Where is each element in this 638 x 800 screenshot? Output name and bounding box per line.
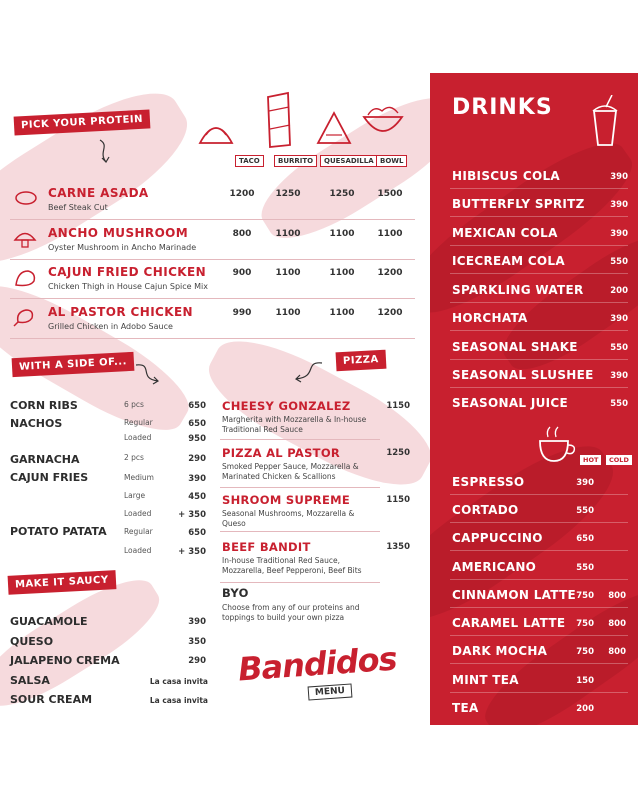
pizza-price: 1150 [386,401,410,411]
meat-icon [14,189,38,207]
drink-name: HIBISCUS COLA [452,169,560,183]
protein-price: 1500 [377,189,403,199]
coffee-name: ESPRESSO [452,475,525,489]
divider [450,359,628,360]
side-price: 390 [188,474,206,484]
arrow-icon [290,359,324,385]
protein-price: 1100 [275,229,301,239]
divider [220,582,380,583]
sauce-name: SALSA [10,674,50,687]
drink-price: 550 [610,399,628,409]
divider [450,550,628,551]
drink-price: 390 [610,229,628,239]
pizza-price: 1250 [386,448,410,458]
pizza-price: 1150 [386,495,410,505]
coffee-name: MINT TEA [452,673,519,687]
cup-icon [588,95,622,149]
divider [450,607,628,608]
coffee-name: CINNAMON LATTE [452,588,577,602]
side-price: 450 [188,492,206,502]
side-option: Medium [124,473,154,482]
pizza-desc: Choose from any of our proteins and toppings to build your own pizza [222,603,360,622]
divider [450,494,628,495]
divider [450,273,628,274]
drink-price: 390 [610,200,628,210]
logo [236,639,408,705]
menu-page [0,73,638,725]
protein-price: 1100 [377,229,403,239]
pizza-desc: Smoked Pepper Sauce, Mozzarella & Marinated Chicken & Scallions [222,462,359,481]
drink-name: SEASONAL JUICE [452,396,569,410]
coffee-icon [534,425,580,465]
pizza-desc: Margherita with Mozzarella & In-house Traditional Red Sauce [222,415,367,434]
side-option: Regular [124,418,153,427]
drink-name: SEASONAL SLUSHEE [452,368,594,382]
saucy-tag: MAKE IT SAUCY [8,570,116,595]
column-header-bowl: BOWL [376,155,407,167]
drink-name: SPARKLING WATER [452,283,584,297]
coffee-cold-price: 800 [608,619,626,629]
coffee-hot-price: 750 [576,647,594,657]
protein-price: 1100 [329,229,355,239]
divider [220,439,380,440]
drink-price: 390 [610,371,628,381]
column-header-quesadilla: QUESADILLA [320,155,378,167]
protein-desc: Grilled Chicken in Adobo Sauce [48,322,173,331]
sauce-name: QUESO [10,635,54,648]
side-price: 650 [188,401,206,411]
protein-name: ANCHO MUSHROOM [48,226,189,240]
coffee-hot-price: 550 [576,506,594,516]
cold-label: COLD [606,455,632,465]
side-price: 650 [188,528,206,538]
side-option: Large [124,491,146,500]
divider [450,387,628,388]
drink-name: ICECREAM COLA [452,254,565,268]
pizza-tag: PIZZA [336,350,387,372]
column-header-taco: TACO [235,155,264,167]
drink-price: 200 [610,286,628,296]
coffee-hot-price: 750 [576,591,594,601]
protein-price: 1100 [329,268,355,278]
side-price: 650 [188,419,206,429]
side-price: 290 [188,454,206,464]
side-price: + 350 [178,547,206,557]
protein-price: 1100 [275,268,301,278]
sauce-price: La casa invita [149,696,208,705]
coffee-hot-price: 750 [576,619,594,629]
divider [450,692,628,693]
protein-price: 1250 [275,189,301,199]
protein-price: 1250 [329,189,355,199]
chicken-icon [12,267,38,289]
pizza-name: BEEF BANDIT [222,540,311,554]
coffee-cold-price: 800 [608,647,626,657]
protein-name: CAJUN FRIED CHICKEN [48,265,207,279]
sauce-price: La casa invita [149,677,208,686]
side-option: Loaded [124,546,152,555]
mushroom-icon [12,229,38,249]
protein-price: 1100 [329,308,355,318]
side-name: POTATO PATATA [10,525,107,538]
protein-tag: PICK YOUR PROTEIN [14,109,151,135]
side-option: 2 pcs [124,453,144,462]
pizza-desc: Seasonal Mushrooms, Mozzarella & Queso [222,509,355,528]
burrito-icon [258,89,298,151]
drinks-title: DRINKS [452,95,553,120]
coffee-hot-price: 390 [576,478,594,488]
pizza-price: 1350 [386,542,410,552]
pizza-desc: In-house Traditional Red Sauce, Mozzarella, Beef Pepperoni, Beef Bits [222,556,362,575]
sauce-name: SOUR CREAM [10,693,93,706]
food-panel [0,73,430,725]
side-option: Loaded [124,509,152,518]
hot-label: HOT [580,455,601,465]
coffee-name: CORTADO [452,503,519,517]
side-name: CAJUN FRIES [10,471,89,484]
divider [450,245,628,246]
coffee-name: TEA [452,701,479,715]
drink-price: 390 [610,314,628,324]
protein-price: 1200 [377,268,403,278]
taco-icon [196,113,236,149]
arrow-icon [134,361,164,387]
drink-name: HORCHATA [452,311,528,325]
protein-desc: Beef Steak Cut [48,203,108,212]
drink-price: 390 [610,172,628,182]
divider [10,259,415,260]
coffee-name: CARAMEL LATTE [452,616,566,630]
protein-price: 1100 [275,308,301,318]
side-tag: WITH A SIDE OF... [12,352,135,377]
divider [450,579,628,580]
side-price: 950 [188,434,206,444]
divider [10,298,415,299]
arrow-icon [96,138,116,166]
side-option: Regular [124,527,153,536]
drink-name: BUTTERFLY SPRITZ [452,197,585,211]
quesadilla-icon [314,109,354,149]
divider [450,302,628,303]
sauce-price: 390 [188,617,206,627]
side-price: + 350 [178,510,206,520]
side-name: GARNACHA [10,453,80,466]
divider [10,219,415,220]
drink-price: 550 [610,257,628,267]
pizza-name: SHROOM SUPREME [222,493,351,507]
pizza-name: CHEESY GONZALEZ [222,399,351,413]
side-name: NACHOS [10,417,63,430]
brush-stroke [0,73,207,285]
sauce-price: 350 [188,637,206,647]
coffee-hot-price: 150 [576,676,594,686]
pizza-name: PIZZA AL PASTOR [222,446,341,460]
coffee-hot-price: 650 [576,534,594,544]
protein-desc: Chicken Thigh in House Cajun Spice Mix [48,282,208,291]
protein-price: 1200 [377,308,403,318]
coffee-name: AMERICANO [452,560,537,574]
coffee-hot-price: 200 [576,704,594,714]
drumstick-icon [12,306,38,328]
divider [450,188,628,189]
pizza-name: BYO [222,586,249,600]
divider [450,330,628,331]
coffee-hot-price: 550 [576,563,594,573]
drink-name: MEXICAN COLA [452,226,558,240]
coffee-name: DARK MOCHA [452,644,548,658]
protein-desc: Oyster Mushroom in Ancho Marinade [48,243,197,252]
protein-price: 900 [232,268,252,278]
side-name: CORN RIBS [10,399,78,412]
coffee-name: CAPPUCCINO [452,531,543,545]
protein-price: 800 [232,229,252,239]
divider [450,522,628,523]
logo-text: Bandidos [236,639,398,689]
coffee-cold-price: 800 [608,591,626,601]
bowl-icon [360,101,406,141]
sauce-price: 290 [188,656,206,666]
logo-subtitle: MENU [308,683,353,700]
divider [450,216,628,217]
sauce-name: GUACAMOLE [10,615,88,628]
protein-price: 990 [232,308,252,318]
column-header-burrito: BURRITO [274,155,317,167]
drink-price: 550 [610,343,628,353]
drinks-panel [430,73,638,725]
drink-name: SEASONAL SHAKE [452,340,578,354]
divider [220,531,380,532]
divider [450,663,628,664]
divider [10,338,415,339]
sauce-name: JALAPENO CREMA [10,654,120,667]
protein-name: AL PASTOR CHICKEN [48,305,193,319]
side-option: Loaded [124,433,152,442]
divider [220,487,380,488]
side-option: 6 pcs [124,400,144,409]
protein-name: CARNE ASADA [48,186,149,200]
protein-price: 1200 [229,189,255,199]
divider [450,635,628,636]
